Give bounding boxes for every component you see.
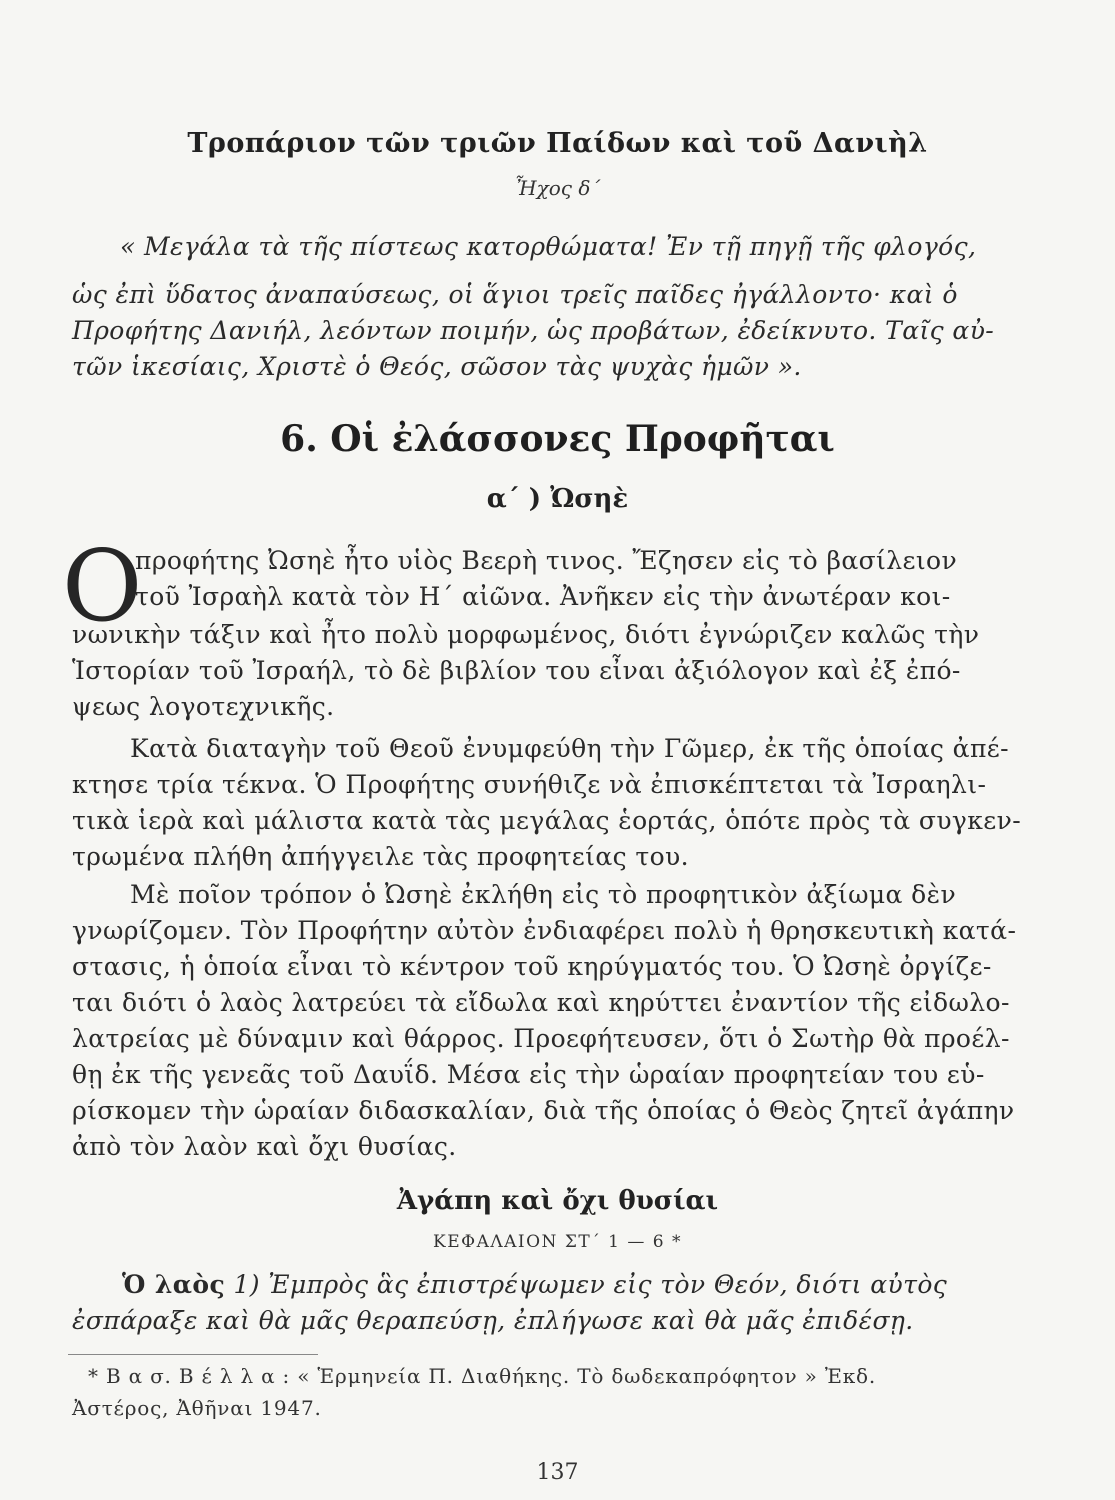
body-line: κτησε τρία τέκνα. Ὁ Προφήτης συνήθιζε νὰ ἐπισκέπτεται τὰ Ἰσραηλι- (72, 770, 987, 799)
section-subtitle: α΄ ) Ὠσηὲ (486, 484, 629, 514)
page-number: 137 (536, 1460, 579, 1485)
troparion-line: Προφήτης Δανιήλ, λεόντων ποιμήν, ὡς προβάτων, ἐδείκνυτο. Ταῖς αὐ- (72, 316, 995, 345)
body-line: ἀπὸ τὸν λαὸν καὶ ὄχι θυσίας. (72, 1132, 457, 1161)
troparion-tone: Ἦχος δ΄ (514, 176, 601, 200)
troparion-line: ὡς ἐπὶ ὕδατος ἀναπαύσεως, οἱ ἅγιοι τρεῖς παῖδες ἠγάλλοντο· καὶ ὁ (72, 280, 958, 309)
body-line: ρίσκομεν τὴν ὡραίαν διδασκαλίαν, διὰ τῆς ὁποίας ὁ Θεὸς ζητεῖ ἀγάπην (72, 1096, 1015, 1125)
body-line: τοῦ Ἰσραὴλ κατὰ τὸν Η΄ αἰῶνα. Ἀνῆκεν εἰς τὴν ἀνωτέραν κοι- (135, 582, 951, 611)
body-line: στασις, ἡ ὁποία εἶναι τὸ κέντρον τοῦ κηρύγματός του. Ὁ Ὠσηὲ ὀργίζε- (72, 952, 992, 981)
body-line: λατρείας μὲ δύναμιν καὶ θάρρος. Προεφήτευσεν, ὅτι ὁ Σωτὴρ θὰ προέλ- (72, 1024, 1010, 1053)
body-line: τρωμένα πλήθη ἀπήγγειλε τὰς προφητείας του. (72, 842, 690, 871)
body-line: γνωρίζομεν. Τὸν Προφήτην αὐτὸν ἐνδιαφέρει πολὺ ἡ θρησκευτικὴ κατά- (72, 916, 1017, 945)
body-line: νωνικὴν τάξιν καὶ ἦτο πολὺ μορφωμένος, διότι ἐγνώριζεν καλῶς τὴν (72, 620, 980, 649)
body-line: Ἱστορίαν τοῦ Ἰσραήλ, τὸ δὲ βιβλίον του εἶναι ἀξιόλογον καὶ ἐξ ἐπό- (72, 656, 961, 685)
reading-chapter: ΚΕΦΑΛΑΙΟΝ ΣΤ΄ 1 — 6 * (433, 1232, 682, 1252)
body-line: θῃ ἐκ τῆς γενεᾶς τοῦ Δαυΐδ. Μέσα εἰς τὴν ὡραίαν προφητείαν του εὑ- (72, 1060, 985, 1089)
reading-lead: Ὁ λαὸς (122, 1270, 226, 1299)
body-line: τικὰ ἱερὰ καὶ μάλιστα κατὰ τὰς μεγάλας ἑορτάς, ὁπότε πρὸς τὰ συγκεν- (72, 806, 1022, 835)
body-line: ψεως λογοτεχνικῆς. (72, 692, 335, 721)
body-line: Κατὰ διαταγὴν τοῦ Θεοῦ ἐνυμφεύθη τὴν Γῶμερ, ἐκ τῆς ὁποίας ἀπέ- (130, 734, 1009, 763)
body-line: προφήτης Ὠσηὲ ἦτο υἱὸς Βεερὴ τινος. Ἔζησεν εἰς τὸ βασίλειον (135, 546, 958, 575)
section-title: 6. Οἱ ἐλάσσονες Προφῆται (280, 418, 835, 460)
reading-line1-rest: 1) Ἐμπρὸς ἃς ἐπιστρέψωμεν εἰς τὸν Θεόν, διότι αὐτὸς (225, 1270, 948, 1299)
troparion-title: Τροπάριον τῶν τριῶν Παίδων καὶ τοῦ Δανιὴλ (187, 128, 928, 159)
troparion-line: τῶν ἱκεσίαις, Χριστὲ ὁ Θεός, σῶσον τὰς ψυχὰς ἡμῶν ». (72, 352, 802, 381)
reading-line: ἐσπάραξε καὶ θὰ μᾶς θεραπεύσῃ, ἐπλήγωσε καὶ θὰ μᾶς ἐπιδέσῃ. (72, 1306, 914, 1335)
footnote-line: Ἀστέρος, Ἀθῆναι 1947. (72, 1396, 322, 1420)
body-line: ται διότι ὁ λαὸς λατρεύει τὰ εἴδωλα καὶ κηρύττει ἐναντίον τῆς εἰδωλο- (72, 988, 1010, 1017)
footnote-rule (68, 1354, 318, 1355)
body-line: Μὲ ποῖον τρόπον ὁ Ὠσηὲ ἐκλήθη εἰς τὸ προφητικὸν ἀξίωμα δὲν (130, 880, 957, 909)
troparion-line: « Μεγάλα τὰ τῆς πίστεως κατορθώματα! Ἐν τῇ πηγῇ τῆς φλογός, (120, 232, 977, 261)
footnote-line: * Β α σ. Β έ λ λ α : « Ἑρμηνεία Π. Διαθήκης. Τὸ δωδεκαπρόφητον » Ἐκδ. (88, 1364, 876, 1388)
drop-cap: Ο (62, 530, 143, 644)
reading-title: Ἀγάπη καὶ ὄχι θυσίαι (396, 1186, 719, 1216)
reading-line (122, 1270, 947, 1299)
